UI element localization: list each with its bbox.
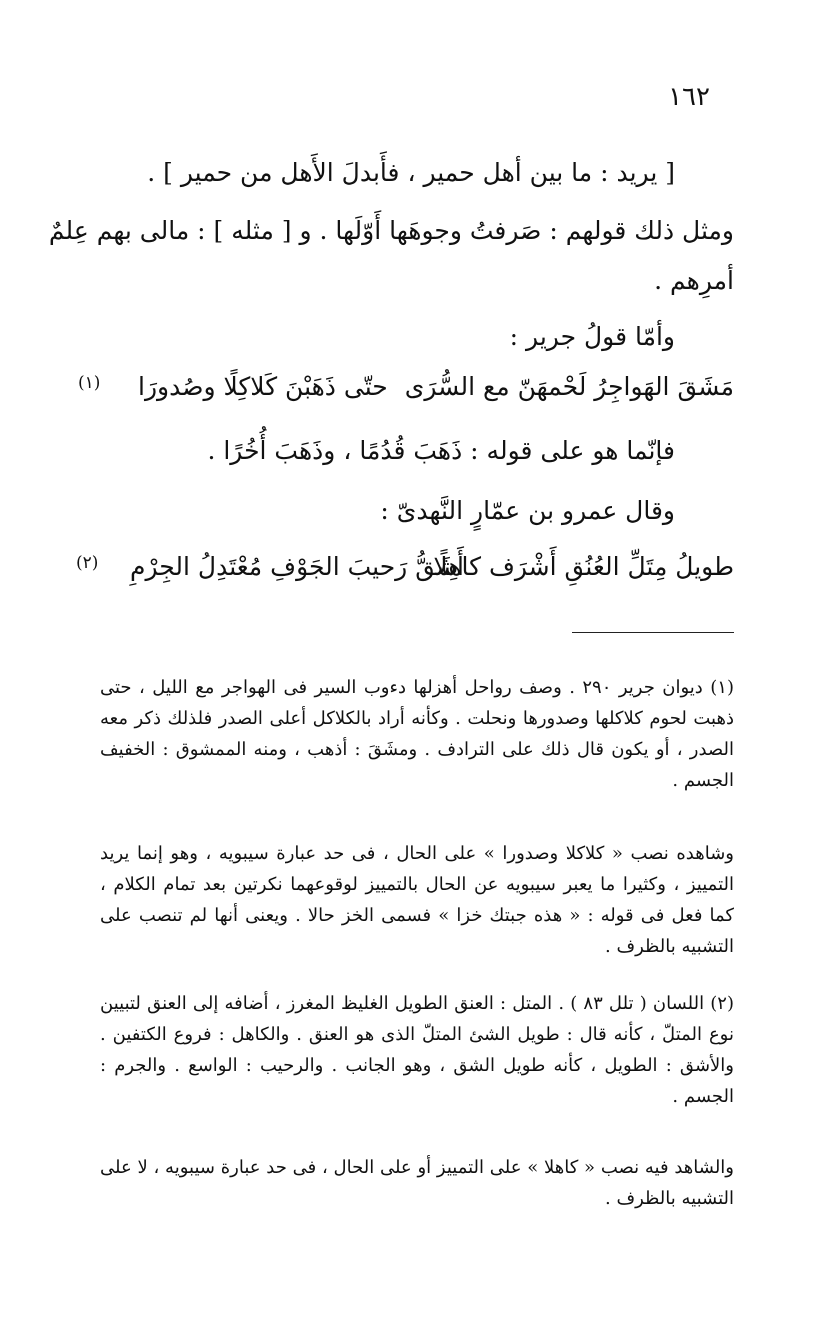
verse-2-second-hemistich: أَشَقُّ رَحيبَ الجَوْفِ مُعْتَدِلُ الجِرْمِ	[130, 552, 464, 581]
footnote-1-paragraph-2: وشاهده نصب « كلاكلا وصدورا » على الحال ، فى حد عبارة سيبويه ، وهو إنما يريد التمييز ، وكثيرا ما يعبر سيبويه عن الحال بالتمييز لوقوعهما نكرتين بعد تمام الكلام ، كما فعل فى قوله : « هذه جبتك خزا » فسمى الخز حالا . ويعنى أنها لم تنصب على التشبيه بالظرف .	[100, 843, 734, 957]
verse-2-first-hemistich: طويلُ مِتَلِّ العُنُقِ أَشْرَف كاهِلًا	[433, 552, 734, 581]
main-text-line-1: [ يريد : ما بين أهل حمير ، فأَبدلَ الأَهل من حمير ] .	[147, 158, 675, 187]
main-text-line-2a: ومثل ذلك قولهم : صَرفتُ وجوهَها أَوّلَها . و [ مثله ] : مالى بهم عِلمٌ	[48, 216, 734, 245]
footnote-marker-1: (١)	[78, 373, 101, 393]
footnote-marker-2: (٢)	[76, 553, 99, 573]
main-text-line-5: وقال عمرو بن عمّارٍ النَّهدىّ :	[380, 496, 675, 525]
verse-1-second-hemistich	[138, 370, 388, 404]
footnote-2-paragraph-1: (٢) اللسان ( تلل ٨٣ ) . المتل : العنق الطويل الغليظ المغرز ، أضافه إلى العنق لتبيين نوع المتلّ ، كأنه قال : طويل الشئ المتلّ الذى هو العنق . والكاهل : فروع الكتفين . والأشق : الطويل ، كأنه طويل الشق ، وهو الجانب . والرحيب : الواسع . والجرم : الجسم .	[100, 993, 734, 1107]
footnote-1-paragraph-1: (١) ديوان جرير ٢٩٠ . وصف رواحل أهزلها دءوب السير فى الهواجر مع الليل ، حتى ذهبت لحوم كلاكلها وصدورها ونحلت . وكأنه أراد بالكلاكل أعلى الصدر فلذلك ذكر معه الصدر ، أو يكون قال ذلك على الترادف . ومشَقَ : أذهب ، ومنه الممشوق : الخفيف الجسم .	[100, 677, 734, 791]
verse-1-second-hemistich-text: حتّى ذَهَبْنَ كَلاكِلًا وصُدورَا	[138, 372, 388, 401]
page-number: ١٦٢	[668, 82, 710, 112]
verse-1-first-hemistich: مَشَقَ الهَواجِرُ لَحْمهَنّ مع السُّرَى	[404, 372, 734, 401]
main-text-line-2b: أمرِهم .	[654, 266, 734, 295]
main-text-line-3: وأمّا قولُ جرير :	[509, 322, 675, 351]
main-text-line-4: فإنّما هو على قوله : ذَهَبَ قُدُمًا ، وذَهَبَ أُخُرًا .	[207, 436, 675, 465]
footnote-2-paragraph-2: والشاهد فيه نصب « كاهلا » على التمييز أو على الحال ، فى حد عبارة سيبويه ، لا على التشبيه بالظرف .	[100, 1157, 734, 1209]
footnote-divider	[572, 632, 734, 633]
